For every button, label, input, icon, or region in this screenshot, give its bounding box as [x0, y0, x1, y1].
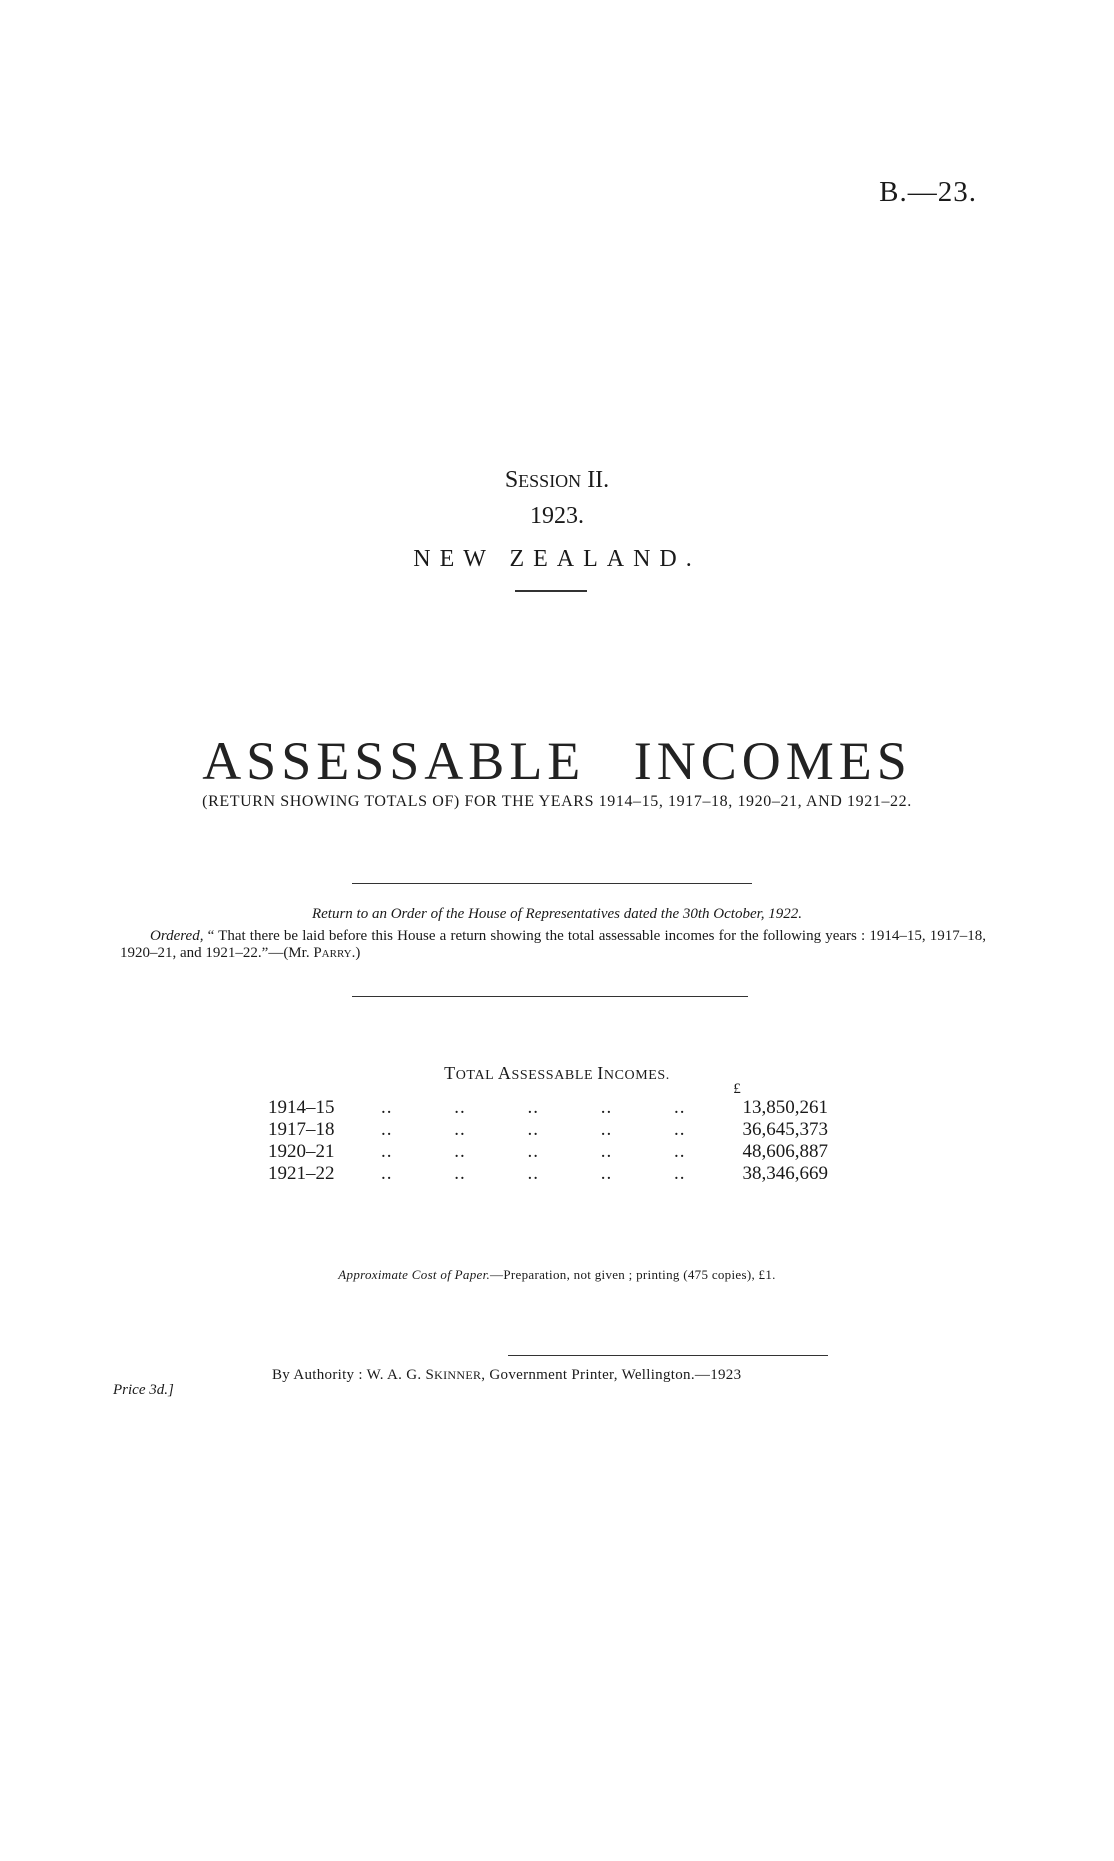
divider-lower [352, 996, 748, 997]
divider-footer [508, 1355, 828, 1356]
row-leader-dots: .. .. .. .. .. [381, 1141, 686, 1162]
row-value: 13,850,261 [742, 1097, 828, 1118]
country-name: NEW ZEALAND. [413, 546, 701, 572]
divider-upper [352, 883, 752, 884]
session-label: SESSION II. [504, 467, 610, 493]
table-row [268, 1119, 828, 1141]
row-leader-dots: .. .. .. .. .. [381, 1119, 686, 1140]
printer-imprint: By Authority : W. A. G. SKINNER, Government Printer, Wellington.—1923 [272, 1367, 742, 1383]
row-year: 1920–21 [268, 1141, 335, 1162]
ordered-paragraph: Ordered, “ That there be laid before this House a return showing the total assessable incomes for the following years : 1914–15, 1917–18, 1920–21, and 1921–22.”—(Mr. PARRY.) [120, 928, 986, 961]
document-subtitle: (RETURN SHOWING TOTALS OF) FOR THE YEARS 1914–15, 1917–18, 1920–21, AND 1921–22. [202, 793, 912, 810]
row-value: 48,606,887 [742, 1141, 828, 1162]
row-year: 1914–15 [268, 1097, 335, 1118]
row-value: 38,346,669 [742, 1163, 828, 1184]
table-row [268, 1163, 828, 1185]
cost-of-paper: Approximate Cost of Paper.—Preparation, not given ; printing (475 copies), £1. [338, 1267, 776, 1282]
table-title: TOTAL ASSESSABLE INCOMES. [444, 1063, 670, 1083]
session-year: 1923. [530, 503, 584, 529]
row-value: 36,645,373 [742, 1119, 828, 1140]
document-title: ASSESSABLE INCOMES [202, 731, 912, 791]
row-leader-dots: .. .. .. .. .. [381, 1097, 686, 1118]
table-row [268, 1141, 828, 1163]
currency-symbol: £ [733, 1081, 741, 1097]
row-year: 1917–18 [268, 1119, 335, 1140]
document-reference: B.—23. [879, 176, 977, 208]
return-order-line: Return to an Order of the House of Representatives dated the 30th October, 1922. [311, 906, 803, 922]
price-note: Price 3d.] [113, 1382, 174, 1398]
row-leader-dots: .. .. .. .. .. [381, 1163, 686, 1184]
table-row [268, 1097, 828, 1119]
row-year: 1921–22 [268, 1163, 335, 1184]
divider-short [515, 590, 587, 592]
